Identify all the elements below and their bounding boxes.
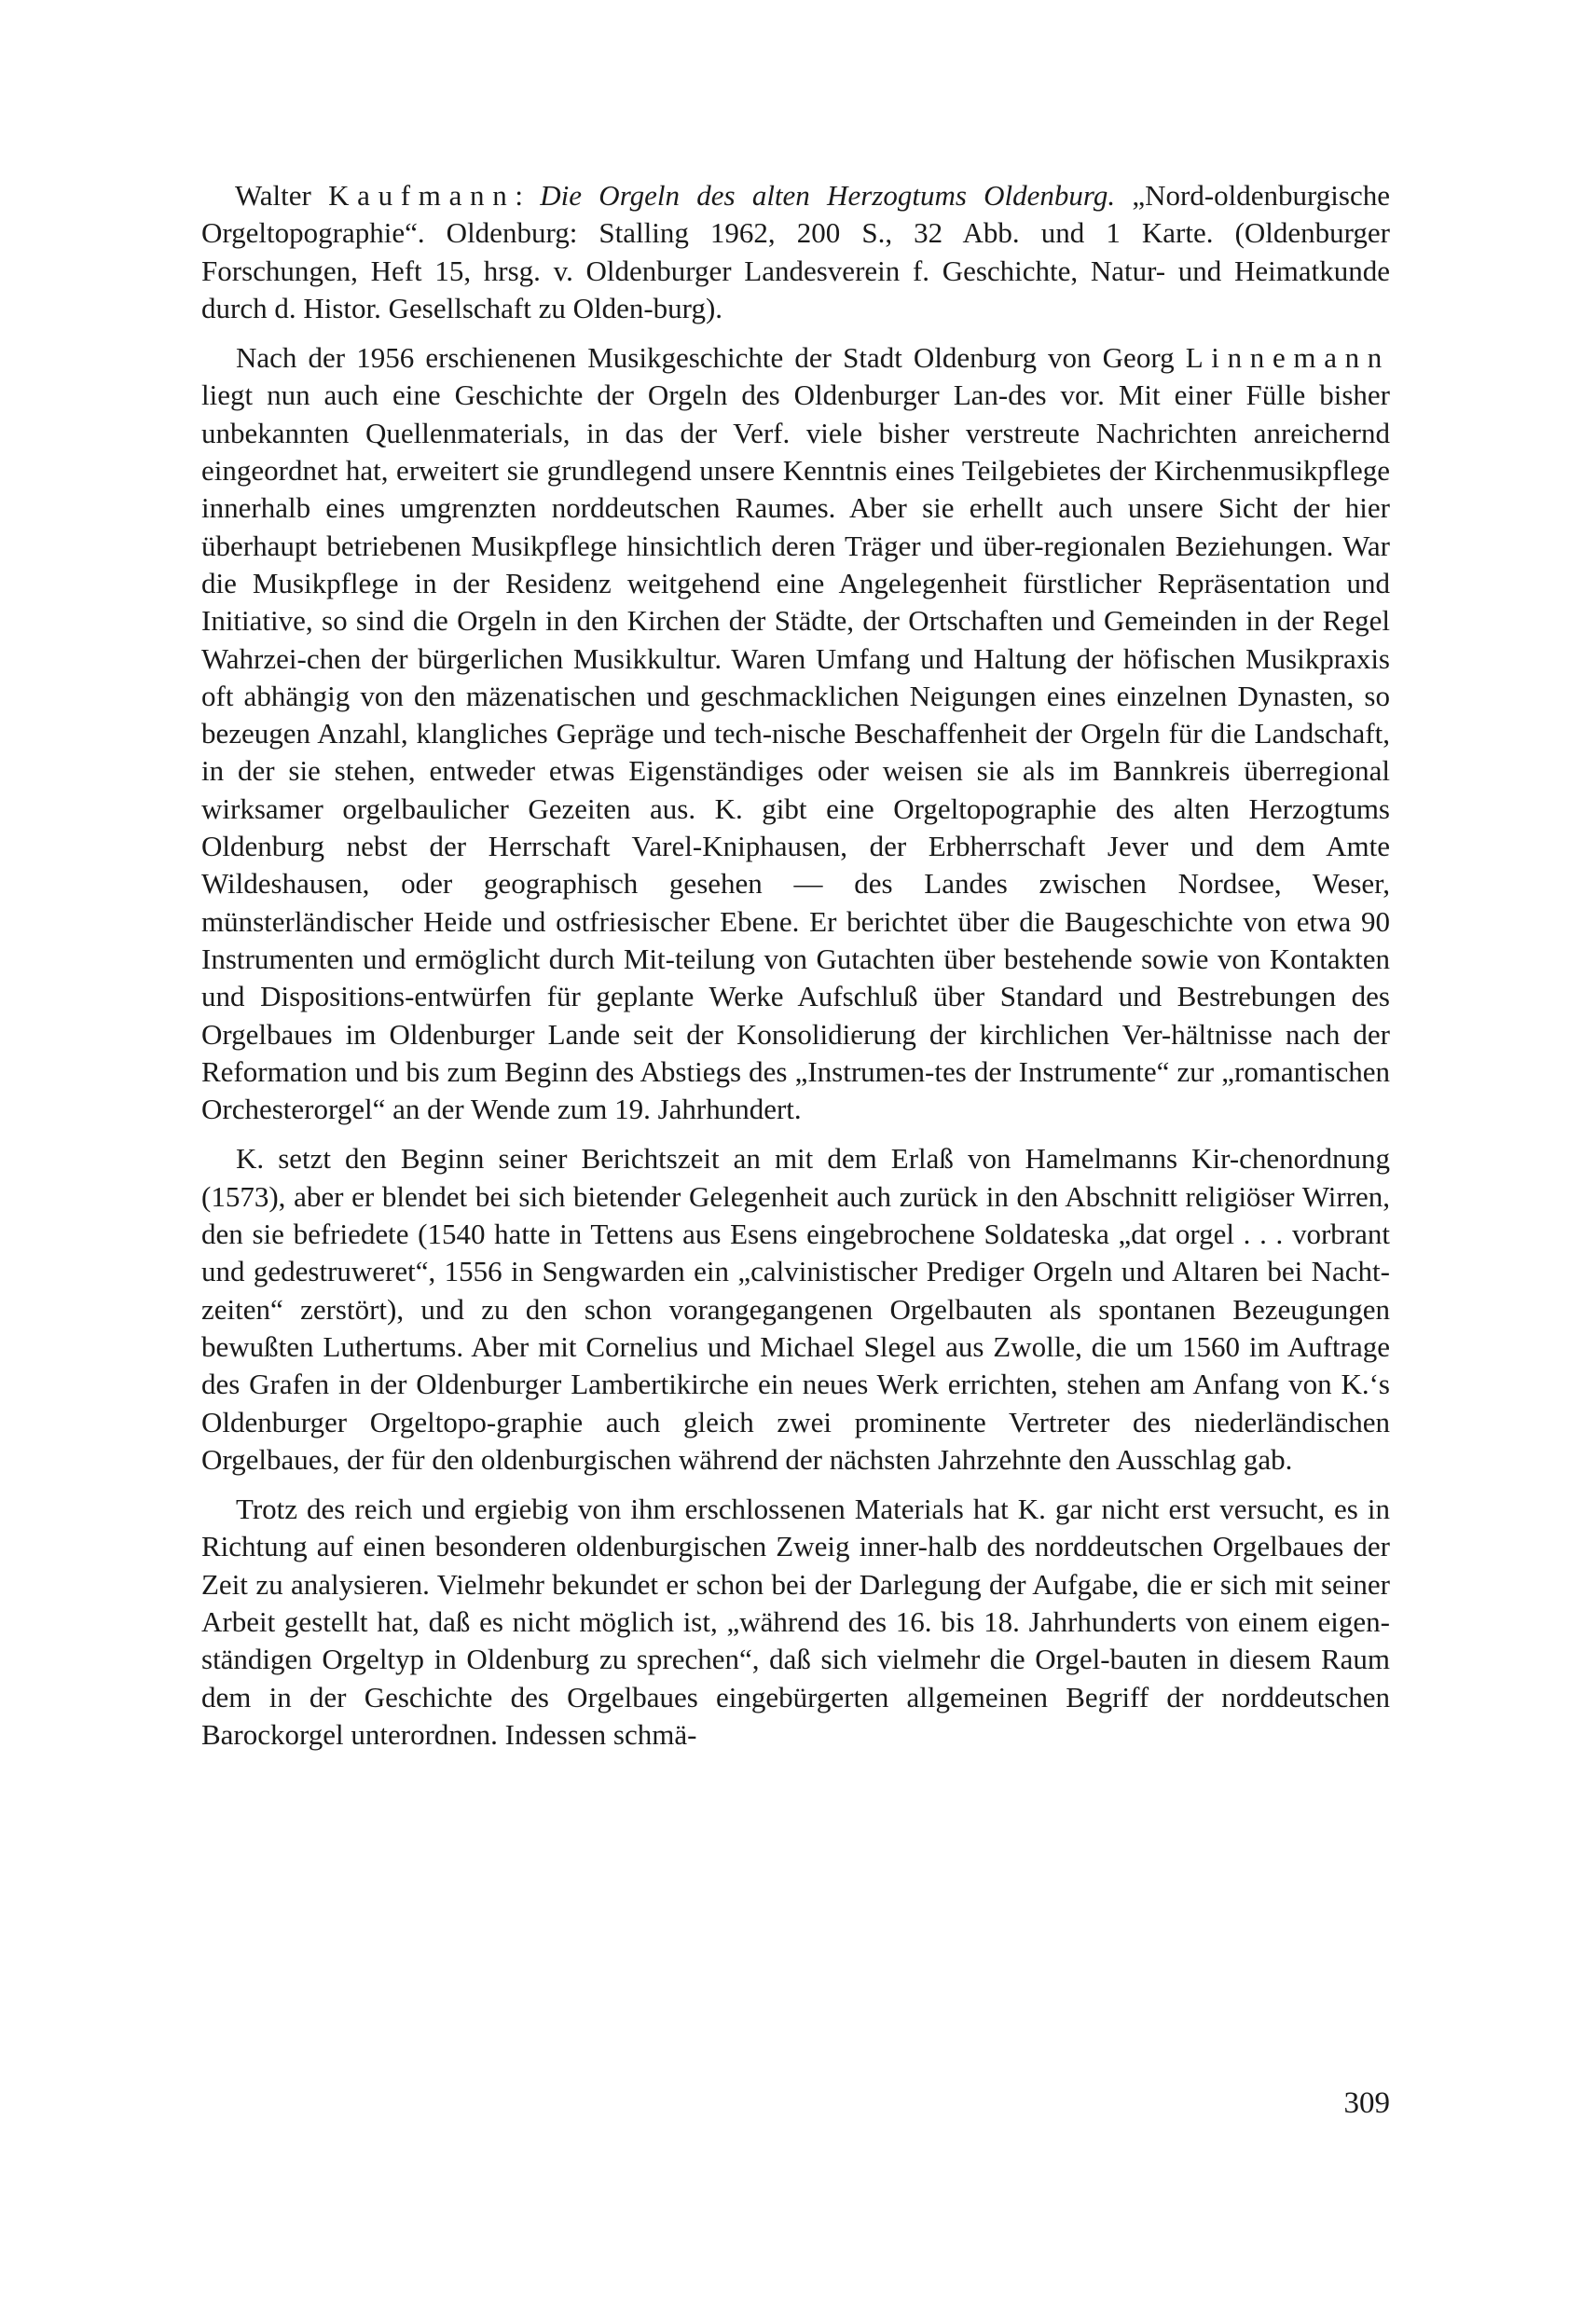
paragraph-3: Trotz des reich und ergiebig von ihm erschlossenen Materials hat K. gar nicht erst versucht, es in Richtung auf einen besonderen oldenburgischen Zweig inner-halb des norddeutschen Orgelbaues der Zeit zu analysieren. Vielmehr bekundet er schon bei der Darlegung der Aufgabe, die er sich mit seiner Arbeit gestellt hat, daß es nicht möglich ist, „während des 16. bis 18. Jahrhunderts von einem eigen-ständigen Orgeltyp in Oldenburg zu sprechen“, daß sich vielmehr die Orgel-bauten in diesem Raum dem in der Geschichte des Orgelbaues eingebürgerten allgemeinen Begriff der norddeutschen Barockorgel unterordnen. Indessen schmä- <box>201 1493 1390 1751</box>
review-header <box>201 177 1390 327</box>
book-title: Die Orgeln des alten Herzogtums Oldenburg. <box>540 179 1116 212</box>
publication-details: „Nord-oldenburgische Orgeltopographie“. Oldenburg: Stalling 1962, 200 S., 32 Abb. und 1 Karte. (Oldenburger Forschungen, Heft 15, hrsg. v. Oldenburger Landesverein f. Geschichte, Natur- und Heimatkunde durch d. Histor. Gesellschaft zu Olden-burg). <box>201 179 1390 324</box>
header-colon: : <box>515 179 541 212</box>
author-surname: Kaufmann <box>328 179 516 212</box>
paragraph-1-rest: liegt nun auch eine Geschichte der Orgeln des Oldenburger Lan-des vor. Mit einer Fülle bisher unbekannten Quellenmaterials, in das der Verf. viele bisher verstreute Nachrichten anreichernd eingeordnet hat, erweitert sie grundlegend unsere Kenntnis eines Teilgebietes der Kirchenmusikpflege innerhalb eines umgrenzten norddeutschen Raumes. Aber sie erhellt auch unsere Sicht der hier überhaupt betriebenen Musikpflege hinsichtlich deren Träger und über-regionalen Beziehungen. War die Musikpflege in der Residenz weitgehend eine Angelegenheit fürstlicher Repräsentation und Initiative, so sind die Orgeln in den Kirchen der Städte, der Ortschaften und Gemeinden in der Regel Wahrzei-chen der bürgerlichen Musikkultur. Waren Umfang und Haltung der höfischen Musikpraxis oft abhängig von den mäzenatischen und geschmacklichen Neigungen eines einzelnen Dynasten, so bezeugen Anzahl, klangliches Gepräge und tech-nische Beschaffenheit der Orgeln für die Landschaft, in der sie stehen, entweder etwas Eigenständiges oder weisen sie als im Bannkreis überregional wirksamer orgelbaulicher Gezeiten aus. K. gibt eine Orgeltopographie des alten Herzogtums Oldenburg nebst der Herrschaft Varel-Kniphausen, der Erbherrschaft Jever und dem Amte Wildeshausen, oder geographisch gesehen — des Landes zwischen Nordsee, Weser, münsterländischer Heide und ostfriesischer Ebene. Er berichtet über die Baugeschichte von etwa 90 Instrumenten und ermöglicht durch Mit-teilung von Gutachten über bestehende sowie von Kontakten und Dispositions-entwürfen für geplante Werke Aufschluß über Standard und Bestrebungen des Orgelbaues im Oldenburger Lande seit der Konsolidierung der kirchlichen Ver-hältnisse nach der Reformation und bis zum Beginn des Abstiegs des „Instrumen-tes der Instrumente“ zur „romantischen Orchesterorgel“ an der Wende zum 19. Jahrhundert. <box>201 378 1390 1126</box>
page-number: 309 <box>1343 2086 1390 2120</box>
author-first-name: Walter <box>235 179 329 212</box>
paragraph-1-start: Nach der 1956 erschienenen Musikgeschichte der Stadt Oldenburg von Georg <box>236 341 1186 375</box>
paragraph-1 <box>201 339 1390 1128</box>
paragraph-2: K. setzt den Beginn seiner Berichtszeit an mit dem Erlaß von Hamelmanns Kir-chenordnung (1573), aber er blendet bei sich bietender Gelegenheit auch zurück in den Abschnitt religiöser Wirren, den sie befriedete (1540 hatte in Tettens aus Esens eingebrochene Soldateska „dat orgel . . . vorbrant und gedestruweret“, 1556 in Sengwarden ein „calvinistischer Prediger Orgeln und Altaren bei Nacht-zeiten“ zerstört), und zu den schon vorangegangenen Orgelbauten als spontanen Bezeugungen bewußten Luthertums. Aber mit Cornelius und Michael Slegel aus Zwolle, die um 1560 im Auftrage des Grafen in der Oldenburger Lambertikirche ein neues Werk errichten, stehen am Anfang von K.‘s Oldenburger Orgeltopo-graphie auch gleich zwei prominente Vertreter des niederländischen Orgelbaues, der für den oldenburgischen während der nächsten Jahrzehnte den Ausschlag gab. <box>201 1142 1390 1476</box>
page-body <box>201 177 1390 1754</box>
cited-author-name: Linnemann <box>1185 341 1390 375</box>
